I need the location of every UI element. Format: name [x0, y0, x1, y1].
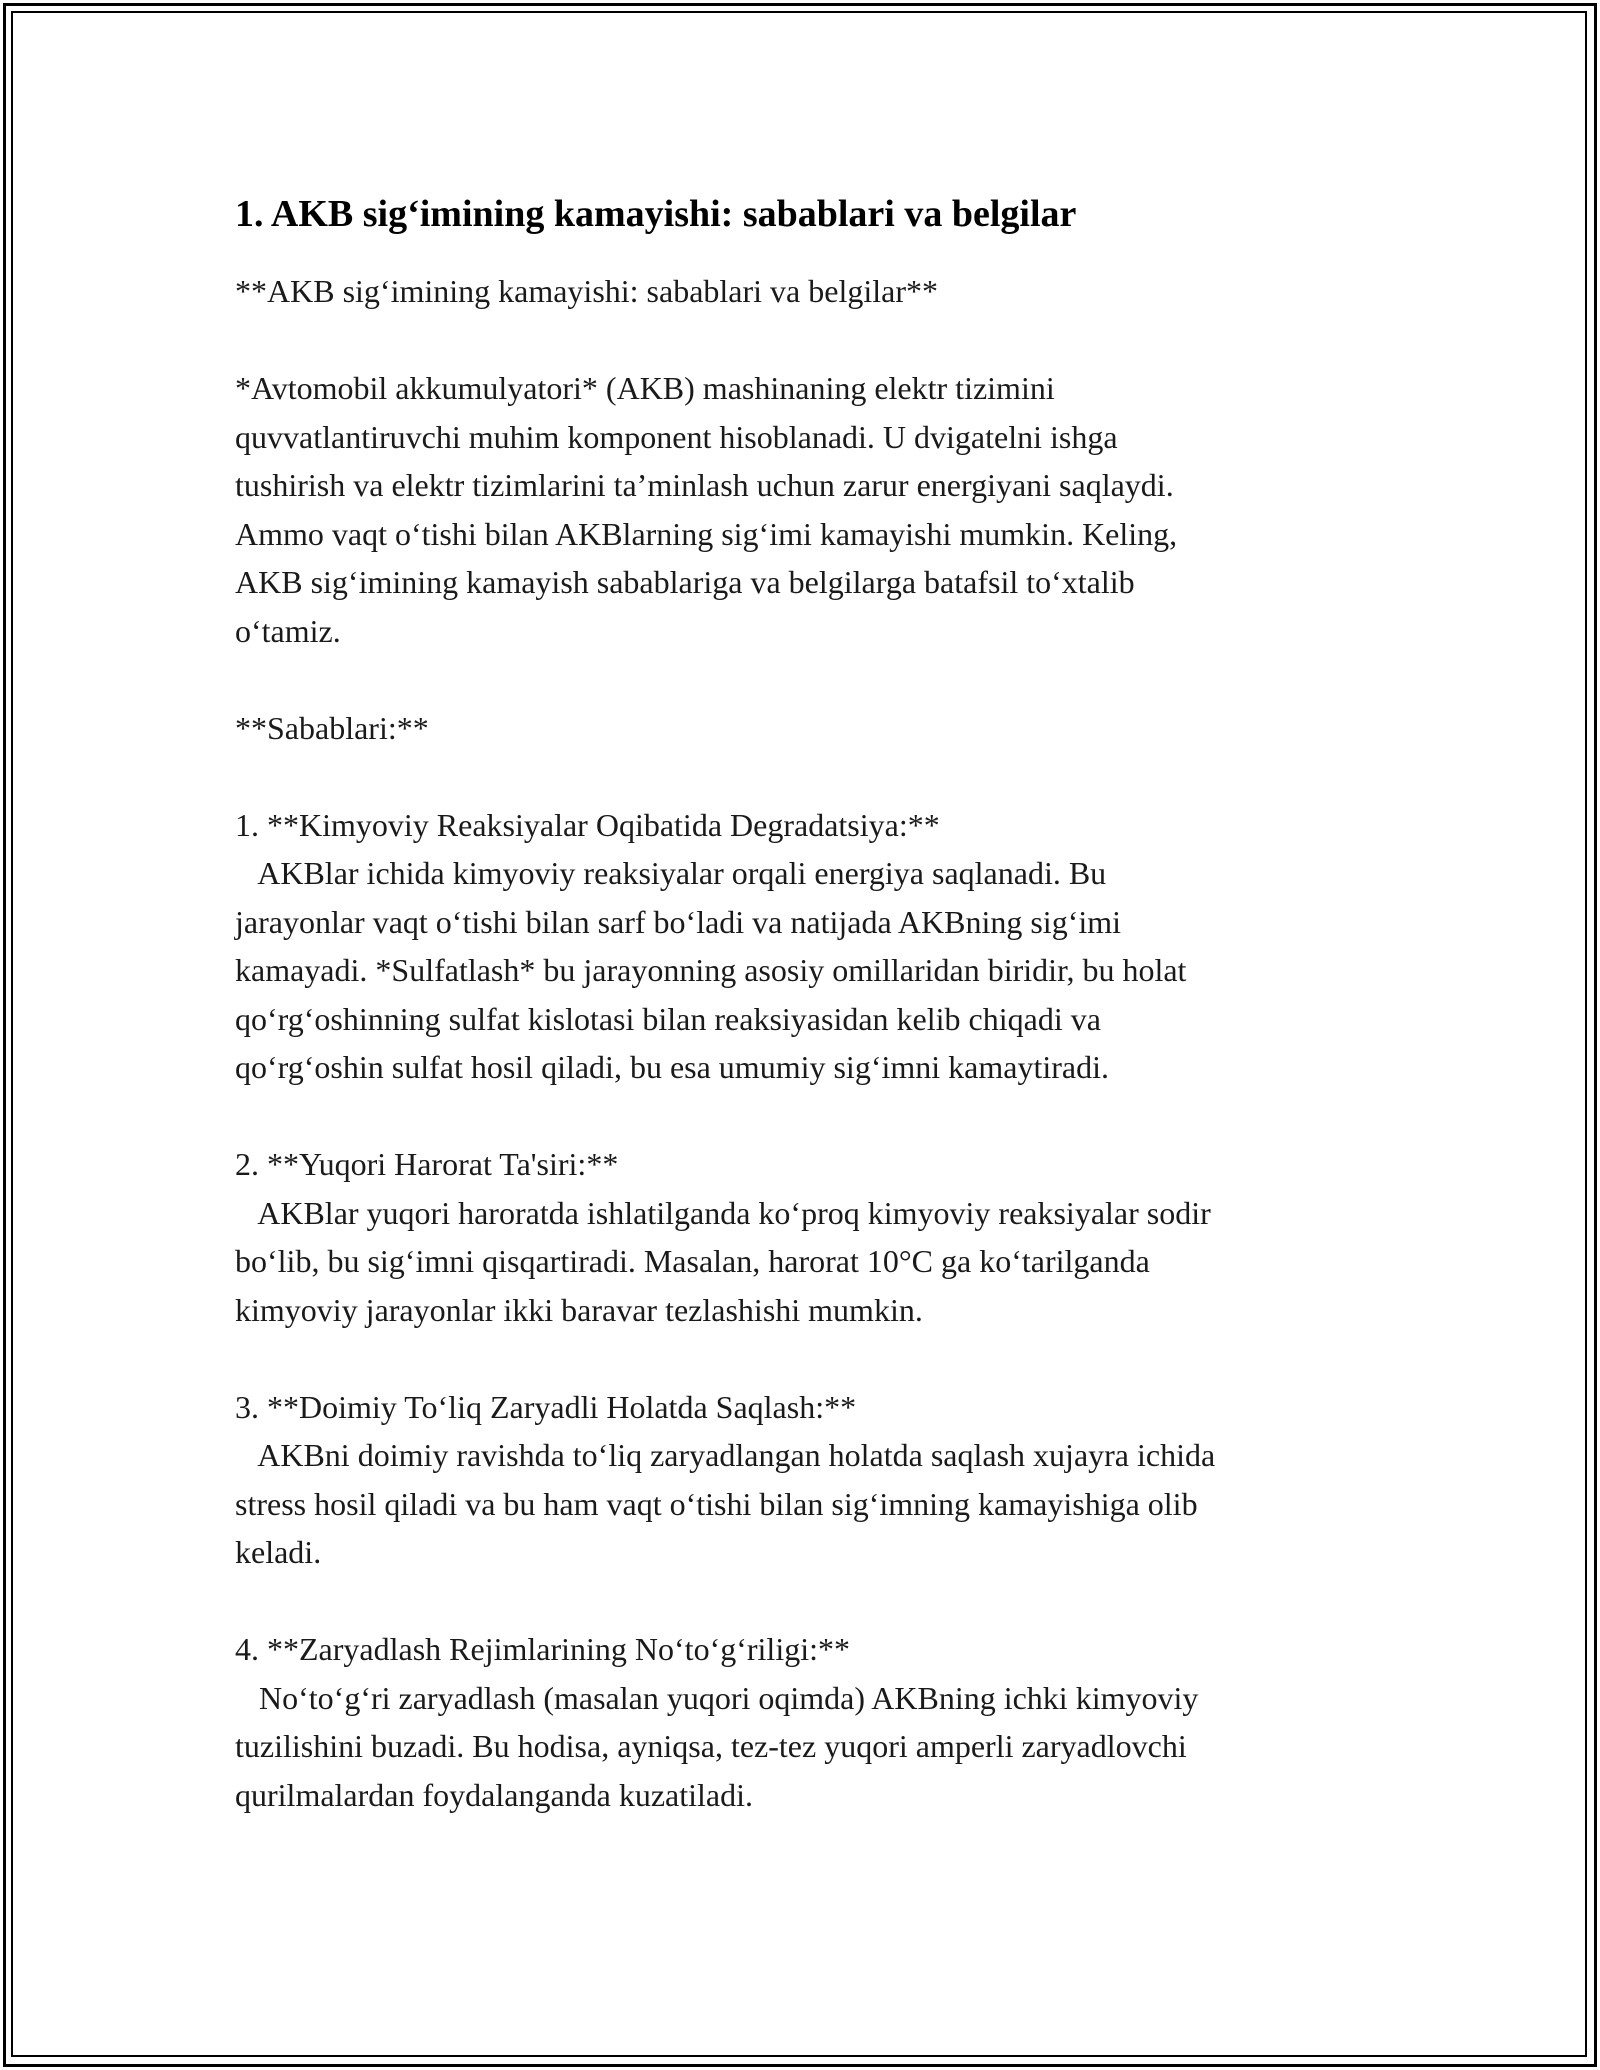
text-line: AKB sig‘imining kamayish sabablariga va belgilarga batafsil to‘xtalib	[235, 564, 1135, 600]
text-line: quvvatlantiruvchi muhim komponent hisoblanadi. U dvigatelni ishga	[235, 418, 1118, 455]
text-line	[235, 1334, 1375, 1383]
text-line: *Avtomobil akkumulyatori* (AKB) mashinaning elektr tizimini	[235, 370, 1055, 406]
text-line: qo‘rg‘oshin sulfat hosil qiladi, bu esa umumiy sig‘imni kamaytiradi.	[235, 1049, 1109, 1085]
text-line: tushirish va elektr tizimlarini ta’minlash uchun zarur energiyani saqlaydi.	[235, 467, 1174, 503]
text-line	[235, 1092, 1375, 1141]
text-line: 4. **Zaryadlash Rejimlarining No‘to‘g‘riligi:**	[235, 1631, 850, 1667]
text-line: AKBlar yuqori haroratda ishlatilganda ko‘proq kimyoviy reaksiyalar sodir	[235, 1194, 1211, 1231]
text-line: kimyoviy jarayonlar ikki baravar tezlashishi mumkin.	[235, 1291, 923, 1328]
text-line: qurilmalardan foydalanganda kuzatiladi.	[235, 1776, 754, 1813]
text-line: stress hosil qiladi va bu ham vaqt o‘tishi bilan sig‘imning kamayishiga olib	[235, 1485, 1198, 1522]
document-body	[235, 267, 1375, 1819]
text-line: jarayonlar vaqt o‘tishi bilan sarf bo‘ladi va natijada AKBning sig‘imi	[235, 903, 1122, 940]
text-line	[235, 316, 1375, 365]
text-line: Ammo vaqt o‘tishi bilan AKBlarning sig‘imi kamayishi mumkin. Keling,	[235, 515, 1178, 552]
document-title: 1. AKB sig‘imining kamayishi: sabablari va belgilar	[235, 193, 1077, 235]
text-line: 3. **Doimiy To‘liq Zaryadli Holatda Saqlash:**	[235, 1388, 857, 1425]
text-line: tuzilishini buzadi. Bu hodisa, ayniqsa, tez-tez yuqori amperli zaryadlovchi	[235, 1728, 1187, 1764]
text-line: keladi.	[235, 1534, 322, 1570]
text-line: AKBni doimiy ravishda to‘liq zaryadlangan holatda saqlash xujayra ichida	[235, 1437, 1216, 1473]
text-line: AKBlar ichida kimyoviy reaksiyalar orqali energiya saqlanadi. Bu	[235, 855, 1107, 891]
text-line	[235, 1577, 1375, 1626]
text-line: **Sabablari:**	[235, 709, 429, 746]
text-line: o‘tamiz.	[235, 612, 341, 649]
text-line: 2. **Yuqori Harorat Ta'siri:**	[235, 1146, 619, 1182]
text-line	[235, 752, 1375, 801]
text-line	[235, 655, 1375, 704]
text-line: qo‘rg‘oshinning sulfat kislotasi bilan reaksiyasidan kelib chiqadi va	[235, 1000, 1101, 1037]
text-line: 1. **Kimyoviy Reaksiyalar Oqibatida Degradatsiya:**	[235, 806, 940, 843]
text-line: bo‘lib, bu sig‘imni qisqartiradi. Masalan, harorat 10°C ga ko‘tarilganda	[235, 1243, 1150, 1279]
text-line: No‘to‘g‘ri zaryadlash (masalan yuqori oqimda) AKBning ichki kimyoviy	[235, 1679, 1199, 1716]
text-line: **AKB sig‘imining kamayishi: sabablari va belgilar**	[235, 273, 938, 309]
text-line: kamayadi. *Sulfatlash* bu jarayonning asosiy omillaridan biridir, bu holat	[235, 952, 1187, 988]
